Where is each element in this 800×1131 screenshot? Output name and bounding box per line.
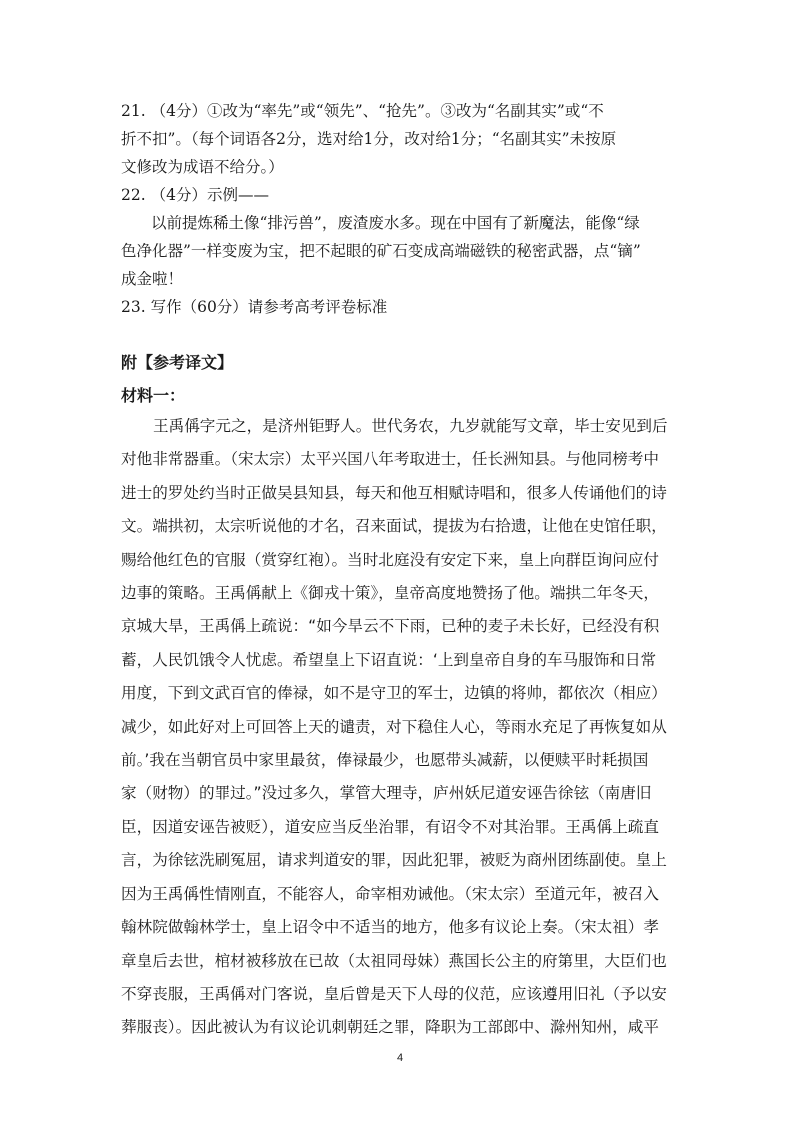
translation-line: 言，为徐铉洗刷冤屈，请求判道安的罪，因此犯罪，被贬为商州团练副使。皇上 xyxy=(121,851,667,870)
appendix-title: 附【参考译文】 xyxy=(121,353,234,372)
translation-line: 进士的罗处约当时正做吴县知县，每天和他互相赋诗唱和，很多人传诵他们的诗 xyxy=(121,483,667,502)
translation-line: 翰林院做翰林学士，皇上诏令中不适当的地方，他多有议论上奏。（宋太祖）孝 xyxy=(121,918,659,937)
translation-line: 对他非常器重。（宋太宗）太平兴国八年考取进士，任长洲知县。与他同榜考中 xyxy=(121,450,659,469)
answer-22-example-line-1: 以前提炼稀土像“排污兽”，废渣废水多。现在中国有了新魔法，能像“绿 xyxy=(151,214,640,232)
answer-22-example-line-3: 成金啦！ xyxy=(121,270,184,288)
translation-line: 前。’我在当朝官员中家里最贫，俸禄最少，也愿带头减薪，以便赎平时耗损国 xyxy=(121,751,649,770)
translation-line: 因为王禹偁性情刚直，不能容人，命宰相劝诫他。（宋太宗）至道元年，被召入 xyxy=(121,884,659,903)
reference-translation xyxy=(121,410,686,1045)
translation-line: 章皇后去世，棺材被移放在已故（太祖同母妹）燕国长公主的府第里，大臣们也 xyxy=(121,951,667,970)
translation-line: 蓄，人民饥饿令人忧虑。希望皇上下诏直说：‘上到皇帝自身的车马服饰和日常 xyxy=(121,650,657,669)
answer-22-heading: 22. （4分）示例—— xyxy=(121,186,269,204)
translation-line: 臣，因道安诬告被贬），道安应当反坐治罪，有诏令不对其治罪。王禹偁上疏直 xyxy=(121,817,659,836)
answer-21-line-2: 折不扣”。（每个词语各2分，选对给1分，改对给1分；“名副其实”未按原 xyxy=(121,130,617,148)
translation-line: 用度，下到文武百官的俸禄，如不是守卫的军士，边镇的将帅，都依次（相应） xyxy=(121,684,667,703)
translation-line: 赐给他红色的官服（赏穿红袍）。当时北庭没有安定下来，皇上向群臣询问应付 xyxy=(121,550,659,569)
translation-line: 京城大旱，王禹偁上疏说：“如今旱云不下雨，已种的麦子未长好，已经没有积 xyxy=(121,617,660,636)
answer-22-example-line-2: 色净化器”一样变废为宝，把不起眼的矿石变成高端磁铁的秘密武器，点“镝” xyxy=(121,242,641,260)
translation-line: 王禹偁字元之，是济州钜野人。世代务农，九岁就能写文章，毕士安见到后 xyxy=(153,417,668,435)
translation-line: 减少，如此好对上可回答上天的谴责，对下稳住人心，等雨水充足了再恢复如从 xyxy=(121,717,667,736)
answer-21-line-3: 文修改为成语不给分。） xyxy=(121,158,284,176)
translation-line: 家（财物）的罪过。”没过多久，掌管大理寺，庐州妖尼道安诬告徐铉（南唐旧 xyxy=(121,784,652,803)
answer-section xyxy=(121,97,683,321)
translation-line: 不穿丧服，王禹偁对门客说，皇后曾是天下人母的仪范，应该遵用旧礼（予以安 xyxy=(121,984,667,1003)
answer-23: 23. 写作（60分）请参考高考评卷标准 xyxy=(121,298,388,316)
translation-line: 文。端拱初，太宗听说他的才名，召来面试，提拔为右拾遗，让他在史馆任职， xyxy=(121,517,667,536)
page-number: 4 xyxy=(396,1052,404,1064)
translation-line: 葬服丧）。因此被认为有议论讥刺朝廷之罪，降职为工部郎中、滁州知州，咸平 xyxy=(121,1018,659,1037)
translation-line: 边事的策略。王禹偁献上《御戎十策》，皇帝高度地赞扬了他。端拱二年冬天， xyxy=(121,584,659,603)
material-title: 材料一： xyxy=(121,386,186,405)
answer-21-line-1: 21. （4分）①改为“率先”或“领先”、“抢先”。③改为“名副其实”或“不 xyxy=(121,102,604,120)
